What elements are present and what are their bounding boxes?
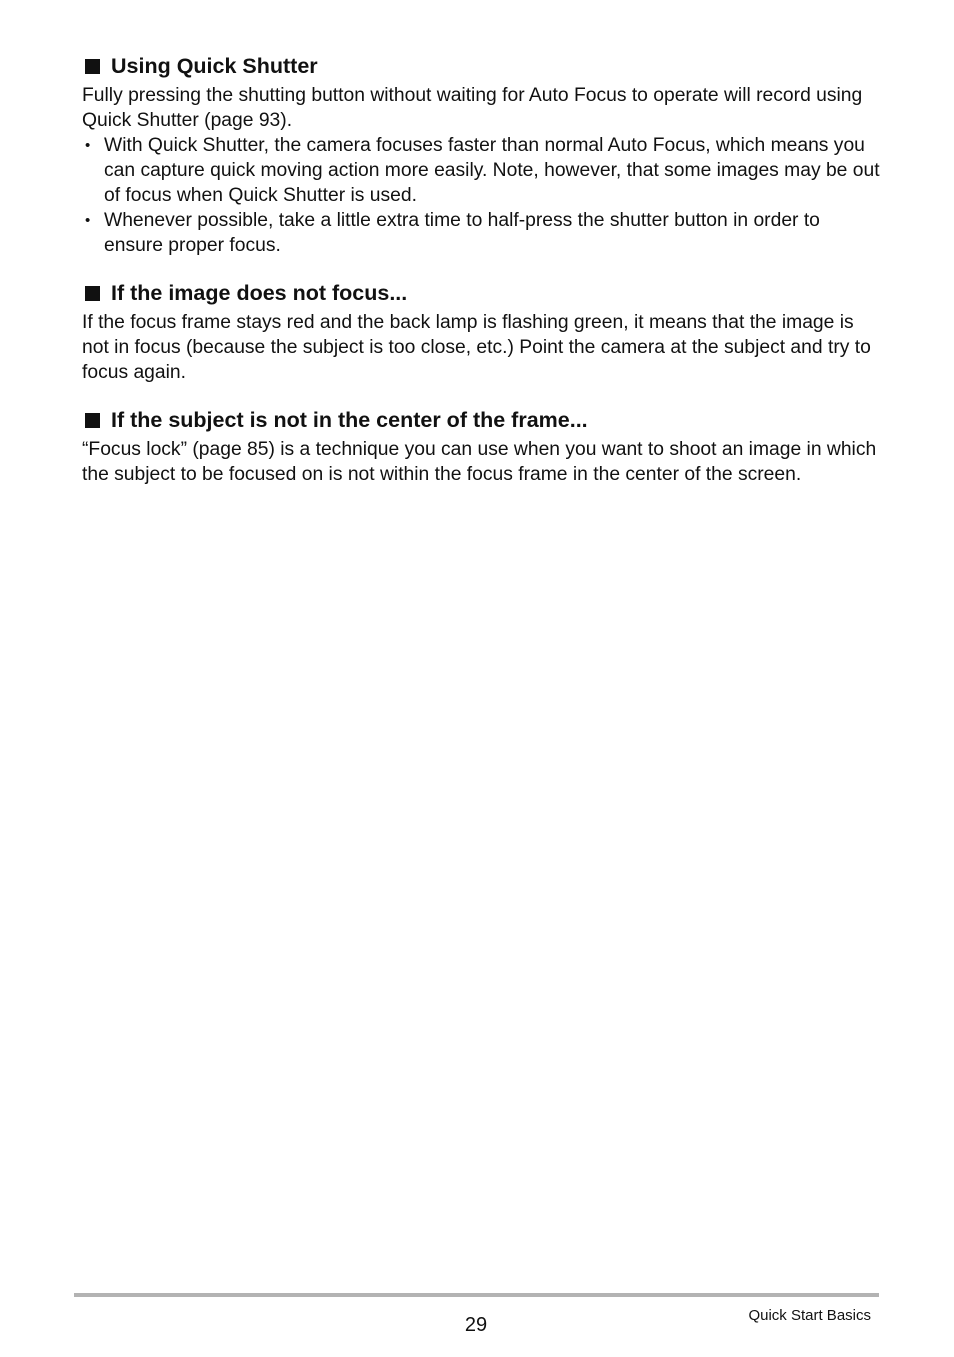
bullet-list bbox=[82, 133, 882, 258]
list-item bbox=[82, 133, 882, 208]
section-image-not-focus bbox=[82, 279, 882, 385]
list-item bbox=[82, 208, 882, 258]
heading-text: If the subject is not in the center of the frame... bbox=[111, 408, 588, 432]
page-content bbox=[82, 52, 882, 487]
square-bullet-icon bbox=[85, 59, 100, 74]
list-item-text: Whenever possible, take a little extra time to half-press the shutter button in order to ensure proper focus. bbox=[104, 210, 820, 256]
section-heading bbox=[82, 406, 882, 434]
footer-section-title: Quick Start Basics bbox=[748, 1307, 871, 1324]
section-subject-not-centered bbox=[82, 406, 882, 487]
bullet-dot: • bbox=[85, 212, 91, 229]
footer-divider bbox=[74, 1293, 879, 1297]
section-paragraph: If the focus frame stays red and the back lamp is flashing green, it means that the image is not in focus (because the subject is too close, etc.) Point the camera at the subject and try to focus again. bbox=[82, 312, 871, 383]
section-paragraph: Fully pressing the shutting button without waiting for Auto Focus to operate will record using Quick Shutter (page 93). bbox=[82, 85, 863, 131]
list-item-text: With Quick Shutter, the camera focuses faster than normal Auto Focus, which means you can capture quick moving action more easily. Note, however, that some images may be out of focus when Quick Shutter is used. bbox=[104, 135, 880, 206]
bullet-dot: • bbox=[85, 137, 91, 154]
section-heading bbox=[82, 52, 882, 80]
page-number: 29 bbox=[464, 1314, 488, 1336]
heading-text: Using Quick Shutter bbox=[111, 54, 318, 78]
section-quick-shutter bbox=[82, 52, 882, 258]
heading-text: If the image does not focus... bbox=[111, 281, 408, 305]
section-paragraph: “Focus lock” (page 85) is a technique you can use when you want to shoot an image in which the subject to be focused on is not within the focus frame in the center of the screen. bbox=[82, 439, 877, 485]
section-heading bbox=[82, 279, 882, 307]
square-bullet-icon bbox=[85, 286, 100, 301]
square-bullet-icon bbox=[85, 413, 100, 428]
